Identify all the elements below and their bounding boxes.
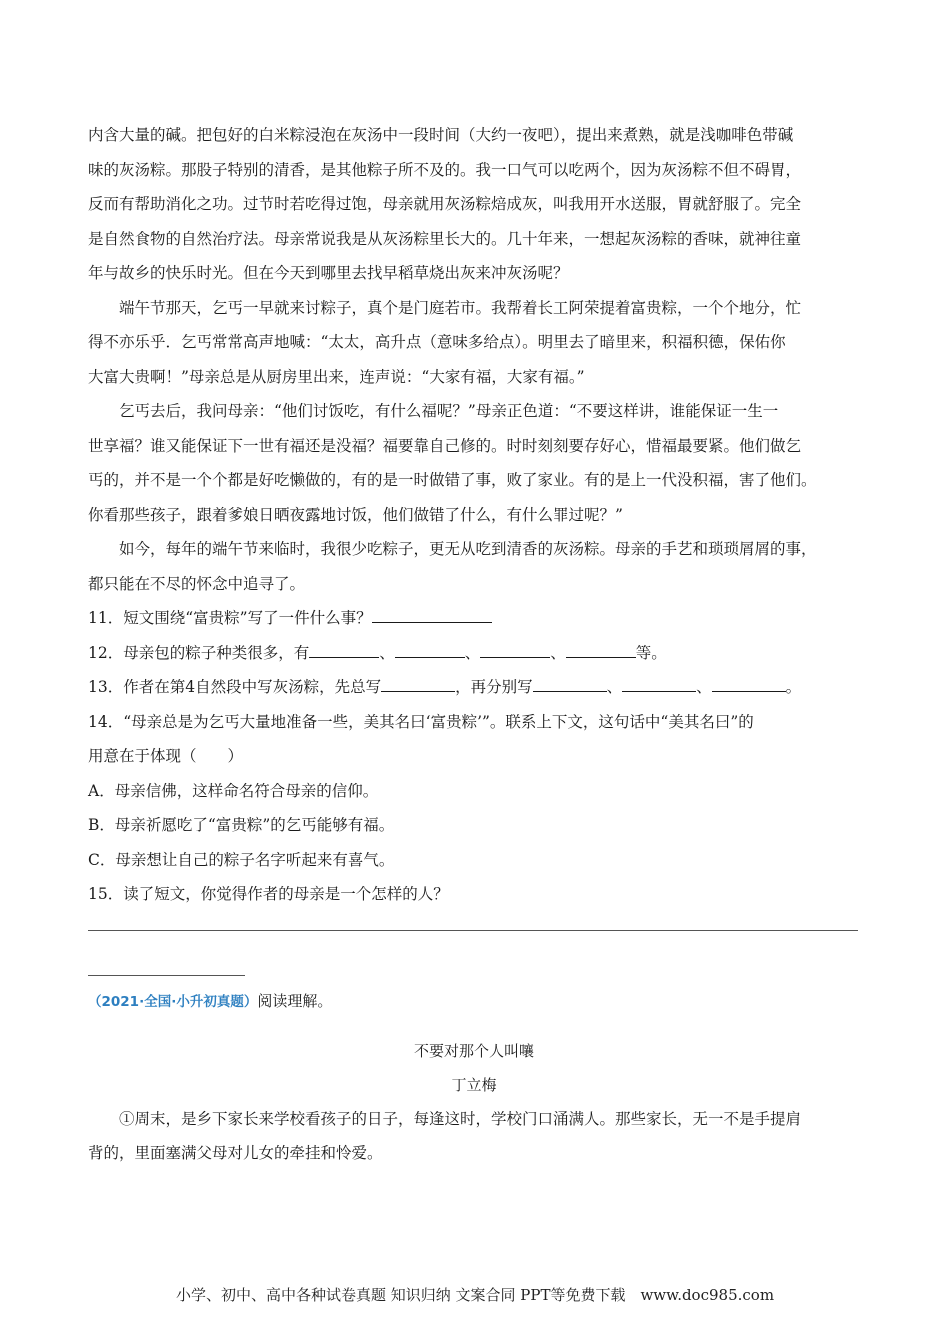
section-instruction: 阅读理解。 <box>257 991 333 1010</box>
separator: 、 <box>696 678 712 696</box>
option-b[interactable]: B．母亲祈愿吃了“富贵粽”的乞丐能够有福。 <box>88 816 395 834</box>
passage-line: 世享福？谁又能保证下一世有福还是没福？福要靠自己修的。时时刻刻要存好心，惜福最要紧。他们做乞 <box>88 436 802 455</box>
article-title: 不要对那个人叫嚷 <box>413 1041 534 1060</box>
answer-blank[interactable] <box>566 639 636 658</box>
question-11-text: 11．短文围绕“富贵粽”写了一件什么事？ <box>88 609 372 627</box>
answer-blank[interactable] <box>712 673 786 692</box>
separator: 、 <box>550 643 566 662</box>
source-tag: （2021·全国·小升初真题） <box>88 993 258 1010</box>
passage-line: 丐的，并不是一个个都是好吃懒做的，有的是一时做错了事，败了家业。有的是上一代没积福，害了他们。 <box>88 471 817 489</box>
question-12 <box>88 636 860 671</box>
answer-blank[interactable] <box>372 604 492 623</box>
question-14-continued: 用意在于体现（ ） <box>88 747 244 765</box>
separator: 、 <box>464 643 481 662</box>
passage-line: 乞丐去后，我问母亲：“他们讨饭吃，有什么福呢？”母亲正色道：“不要这样讲，谁能保证一生一 <box>119 402 779 420</box>
question-15: 15．读了短文，你觉得作者的母亲是一个怎样的人？ <box>88 885 449 903</box>
passage-line: 你看那些孩子，跟着爹娘日晒夜露地讨饭，他们做错了什么，有什么罪过呢？” <box>88 505 623 524</box>
answer-blank[interactable] <box>533 673 607 692</box>
answer-blank[interactable] <box>622 673 696 692</box>
passage-line: 端午节那天，乞丐一早就来讨粽子，真个是门庭若市。我帮着长工阿荣提着富贵粽，一个个地分，忙 <box>119 298 802 317</box>
passage-line: 反而有帮助消化之功。过节时若吃得过饱，母亲就用灰汤粽焙成灰，叫我用开水送服，胃就舒服了。完全 <box>88 195 802 213</box>
passage-line: 背的，里面塞满父母对儿女的牵挂和怜爱。 <box>88 1144 383 1162</box>
passage-line: 内含大量的碱。把包好的白米粽浸泡在灰汤中一段时间（大约一夜吧），提出来煮熟，就是浅咖啡色带碱 <box>88 126 794 144</box>
answer-blank[interactable] <box>480 639 550 658</box>
passage-line: 是自然食物的自然治疗法。母亲常说我是从灰汤粽里长大的。几十年来，一想起灰汤粽的香味，就神往童 <box>88 229 802 248</box>
question-13-mid: ，再分别写 <box>455 678 533 696</box>
passage-line: 都只能在不尽的怀念中追寻了。 <box>88 574 306 593</box>
question-11 <box>88 601 860 636</box>
passage-line: 如今，每年的端午节来临时，我很少吃粽子，更无从吃到清香的灰汤粽。母亲的手艺和琐琐屑屑的事， <box>119 540 817 558</box>
question-13-suffix: 。 <box>785 678 802 696</box>
passage-line: 年与故乡的快乐时光。但在今天到哪里去找早稻草烧出灰来冲灰汤呢？ <box>88 264 569 282</box>
separator: 、 <box>606 678 623 696</box>
answer-blank[interactable] <box>395 639 465 658</box>
separator: 、 <box>379 643 395 662</box>
answer-line[interactable] <box>88 975 245 976</box>
question-14: 14．“母亲总是为乞丐大量地准备一些，美其名曰‘富贵粽’”。联系上下文，这句话中“美其名曰”的 <box>88 712 754 731</box>
section-header <box>88 984 860 1019</box>
passage-line: 大富大贵啊！”母亲总是从厨房里出来，连声说：“大家有福，大家有福。” <box>88 367 585 386</box>
passage-line: 得不亦乐乎．乞丐常常高声地喊：“太太，高升点（意味多给点）。明里去了暗里来，积福积德，保佑你 <box>88 333 786 351</box>
question-13-text: 13．作者在第4自然段中写灰汤粽，先总写 <box>88 678 382 696</box>
question-12-suffix: 等。 <box>635 643 667 662</box>
question-12-text: 12．母亲包的粽子种类很多，有 <box>88 643 310 662</box>
answer-blank[interactable] <box>381 673 455 692</box>
option-a[interactable]: A．母亲信佛，这样命名符合母亲的信仰。 <box>88 781 379 800</box>
passage-line: 味的灰汤粽。那股子特别的清香，是其他粽子所不及的。我一口气可以吃两个，因为灰汤粽不但不碍胃， <box>88 160 802 179</box>
passage-line: ①周末，是乡下家长来学校看孩子的日子，每逢这时，学校门口涌满人。那些家长，无一不是手提肩 <box>119 1109 802 1128</box>
document-page <box>88 118 860 1171</box>
answer-line[interactable] <box>88 930 858 931</box>
option-c[interactable]: C．母亲想让自己的粽子名字听起来有喜气。 <box>88 850 395 869</box>
page-footer: 小学、初中、高中各种试卷真题 知识归纳 文案合同 PPT等免费下载 www.doc985.com <box>175 1286 775 1304</box>
answer-blank[interactable] <box>309 639 379 658</box>
question-13 <box>88 670 860 705</box>
article-author: 丁立梅 <box>451 1075 497 1094</box>
